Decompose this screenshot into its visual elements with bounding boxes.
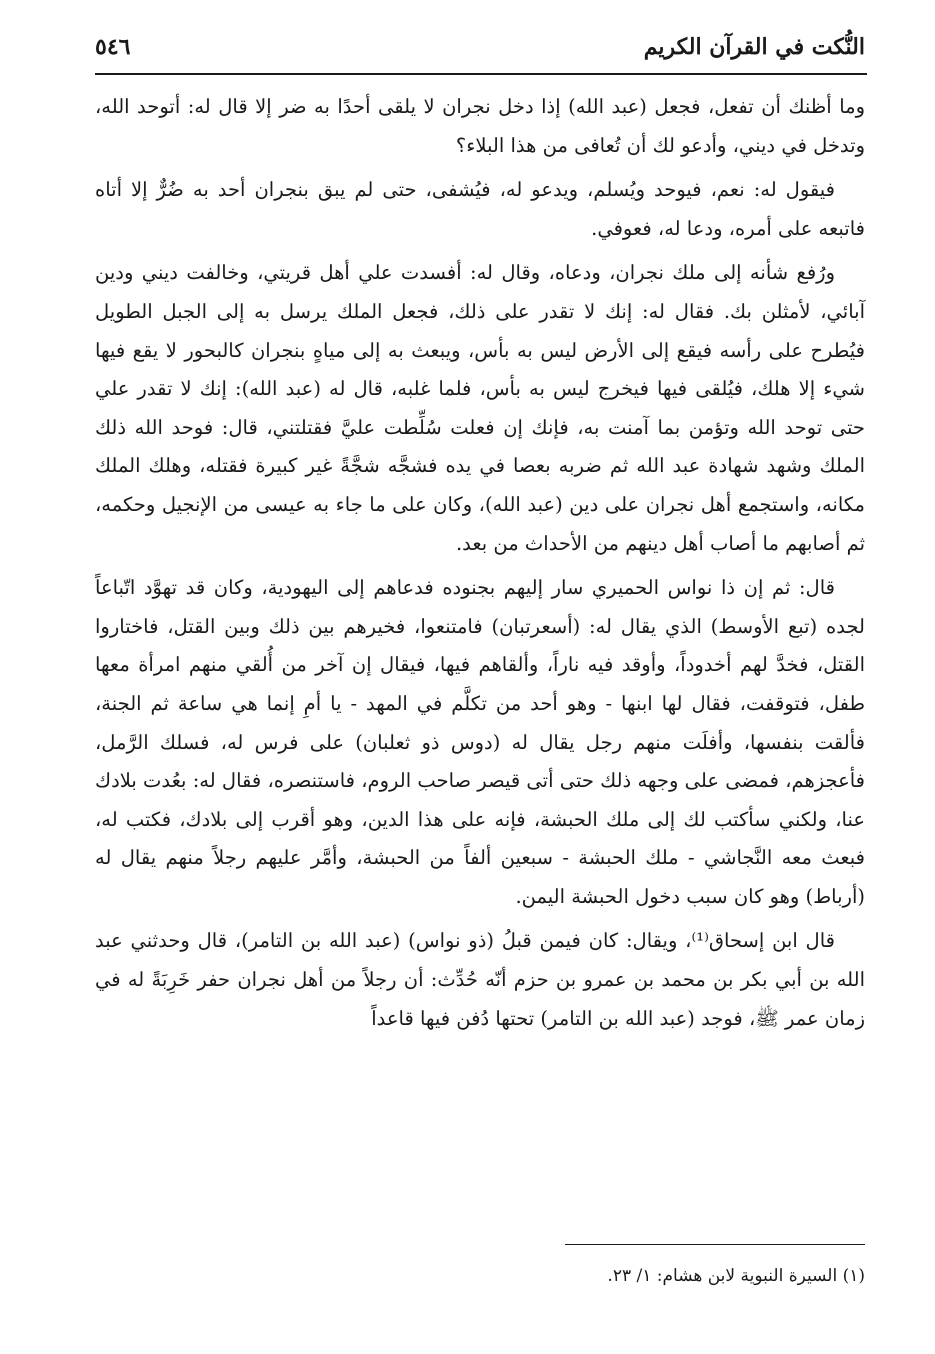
paragraph: قال ابن إسحاق⁽¹⁾، ويقال: كان فيمن قبلُ (ذو نواس) (عبد الله بن التامر)، قال وحدثني عبد الله بن أبي بكر بن محمد بن عمرو بن حزم أنّه حُدِّث: أن رجلاً من أهل نجران حفر خَرِبَةً له في زمان عمر ﷺ، فوجد (عبد الله بن التامر) تحتها دُفن فيها قاعداً: [95, 929, 865, 1030]
paragraph: فيقول له: نعم، فيوحد ويُسلم، ويدعو له، فيُشفى، حتى لم يبق بنجران أحد به ضُرٌّ إلا أتاه فاتبعه على أمره، ودعا له، فعوفي.: [95, 178, 865, 240]
footnote: (١) السيرة النبوية لابن هشام: ١/ ٢٣.: [607, 1266, 865, 1286]
page-number: ٥٤٦: [95, 34, 131, 60]
page-header: [95, 30, 865, 70]
running-title: النُّكت في القرآن الكريم: [643, 34, 865, 60]
footnote-divider: [565, 1244, 865, 1245]
paragraph: قال: ثم إن ذا نواس الحميري سار إليهم بجنوده فدعاهم إلى اليهودية، وكان قد تهوَّد اتّباعاً لجده (تبع الأوسط) الذي يقال له: (أسعرتبان) فامتنعوا، فخيرهم بين ذلك وبين القتل، فاختاروا القتل، فخدَّ لهم أخدوداً، وأوقد فيه ناراً، وألقاهم فيها، فيقال إن آخر من أُلقي منهم امرأة معها طفل، فتوقفت، فقال لها ابنها - وهو أحد من تكلَّم في المهد - يا أمِ إنما هي ساعة ثم الجنة، فألقت بنفسها، وأفلَت منهم رجل يقال له (دوس ذو ثعلبان) على فرس له، فسلك الرَّمل، فأعجزهم، فمضى على وجهه ذلك حتى أتى قيصر صاحب الروم، فاستنصره، فقال له: بعُدت بلادك عنا، ولكني سأكتب لك إلى ملك الحبشة، فإنه على هذا الدين، وهو أقرب إلى بلادك، فكتب له، فبعث معه النَّجاشي - ملك الحبشة - سبعين ألفاً من الحبشة، وأمَّر عليهم رجلاً منهم يقال له (أرباط) وهو كان سبب دخول الحبشة اليمن.: [95, 576, 865, 908]
paragraph: ورُفع شأنه إلى ملك نجران، ودعاه، وقال له: أفسدت علي أهل قريتي، وخالفت ديني ودين آبائي، لأمثلن بك. فقال له: إنك لا تقدر على ذلك، فجعل الملك يرسل به إلى الجبل الطويل فيُطرح على رأسه فيقع إلى الأرض ليس به بأس، ويبعث به إلى مياهٍ بنجران كالبحور لا يقع فيها شيء إلا هلك، فيُلقى فيها فيخرج ليس به بأس، فلما غلبه، قال له (عبد الله): إنك لا تقدر علي حتى توحد الله وتؤمن بما آمنت به، فإنك إن فعلت سُلِّطت عليَّ فقتلتني، قال: فوحد الله ذلك الملك وشهد شهادة عبد الله ثم ضربه بعصا في يده فشجَّه شجَّةً غير كبيرة فقتله، وهلك الملك مكانه، واستجمع أهل نجران على دين (عبد الله)، وكان على ما جاء به عيسى من الإنجيل وحكمه، ثم أصابهم ما أصاب أهل دينهم من الأحداث من بعد.: [95, 261, 865, 555]
paragraph: وما أظنك أن تفعل، فجعل (عبد الله) إذا دخل نجران لا يلقى أحدًا به ضر إلا قال له: أتوحد الله، وتدخل في ديني، وأدعو لك أن تُعافى من هذا البلاء؟: [95, 95, 865, 157]
header-divider: [95, 73, 867, 75]
main-text: [95, 88, 865, 1044]
